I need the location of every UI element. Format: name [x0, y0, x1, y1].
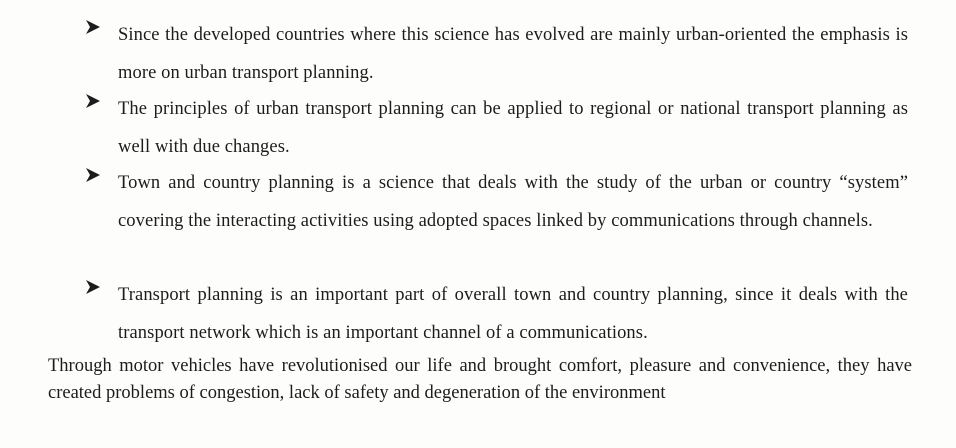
- body-paragraph: Through motor vehicles have revolutionised our life and brought comfort, pleasure and convenience, they have created problems of congestion, lack of safety and degeneration of the environment: [48, 356, 912, 403]
- bullet-text: Since the developed countries where this science has evolved are mainly urban-oriented the emphasis is more on urban transport planning.: [118, 25, 908, 83]
- bullet-text: The principles of urban transport planning can be applied to regional or national transport planning as well with due changes.: [118, 99, 908, 157]
- arrowhead-bullet-icon: [84, 278, 102, 296]
- arrowhead-bullet-icon: [84, 18, 102, 36]
- arrowhead-bullet-icon: [84, 92, 102, 110]
- arrowhead-bullet-icon: [84, 166, 102, 184]
- bullet-text: Transport planning is an important part of overall town and country planning, since it deals with the transport network which is an important channel of a communications.: [118, 285, 908, 343]
- bullet-text: Town and country planning is a science that deals with the study of the urban or country “system” covering the interacting activities using adopted spaces linked by communications through channels.: [118, 173, 908, 231]
